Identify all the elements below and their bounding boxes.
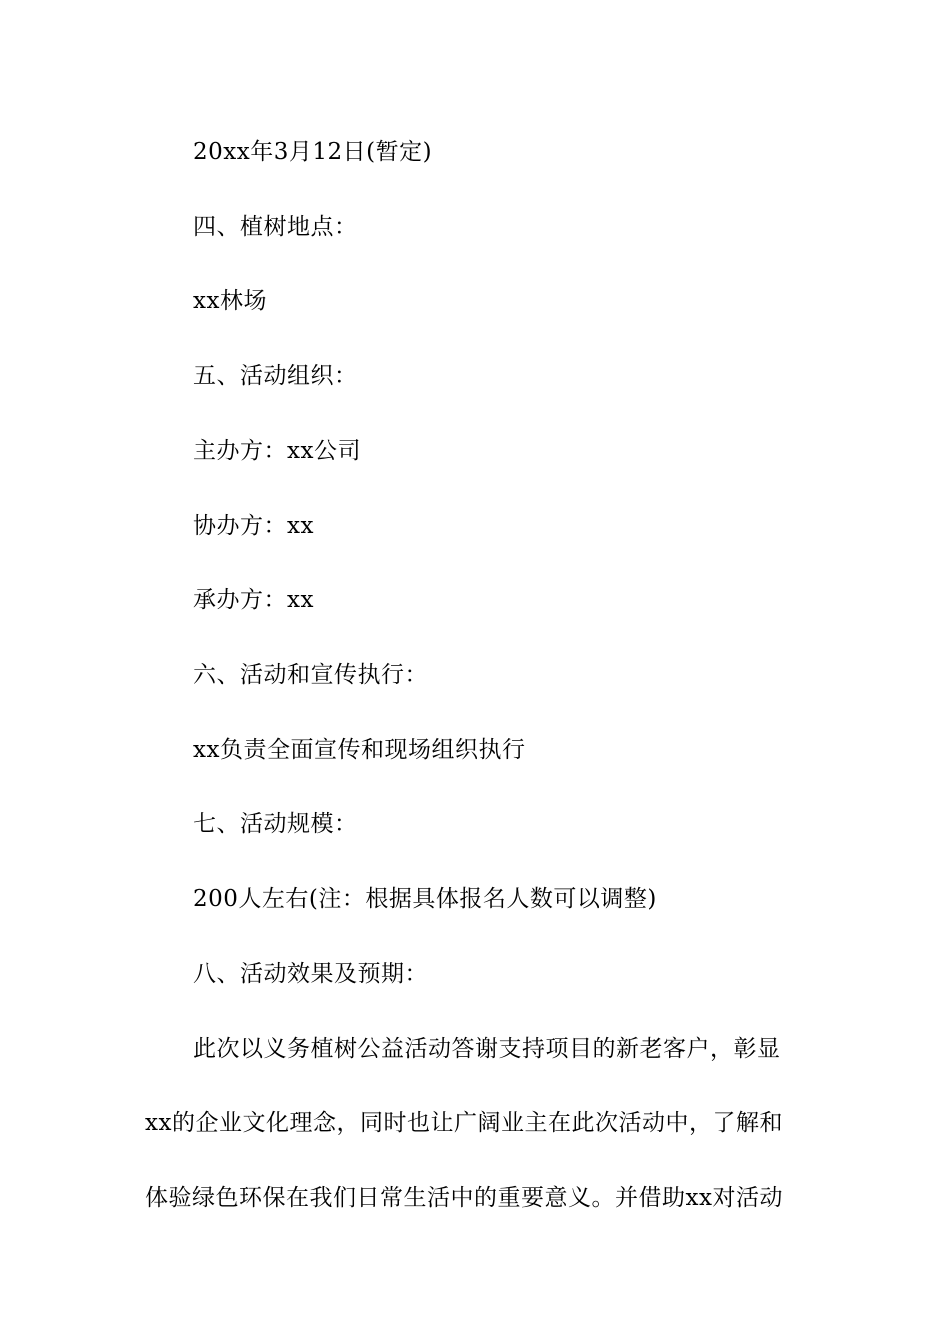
organizer-line: 主办方：xx公司 — [193, 438, 361, 464]
execution-value: xx负责全面宣传和现场组织执行 — [193, 737, 526, 763]
paragraph-line: 此次以义务植树公益活动答谢支持项目的新老客户，彰显 — [193, 1036, 781, 1062]
section-heading-execution: 六、活动和宣传执行： — [193, 662, 428, 688]
section-heading-organization: 五、活动组织： — [193, 363, 358, 389]
co-organizer-line: 协办方：xx — [193, 513, 314, 539]
scale-value: 200人左右(注：根据具体报名人数可以调整) — [193, 886, 657, 912]
section-heading-scale: 七、活动规模： — [193, 811, 358, 837]
paragraph-line: xx的企业文化理念，同时也让广阔业主在此次活动中，了解和 — [145, 1110, 783, 1136]
undertaker-line: 承办方：xx — [193, 587, 314, 613]
date-line: 20xx年3月12日(暂定) — [193, 139, 433, 165]
section-heading-location: 四、植树地点： — [193, 214, 358, 240]
location-value: xx林场 — [193, 288, 267, 314]
section-heading-effects: 八、活动效果及预期： — [193, 961, 428, 987]
paragraph-line: 体验绿色环保在我们日常生活中的重要意义。并借助xx对活动 — [145, 1185, 783, 1211]
